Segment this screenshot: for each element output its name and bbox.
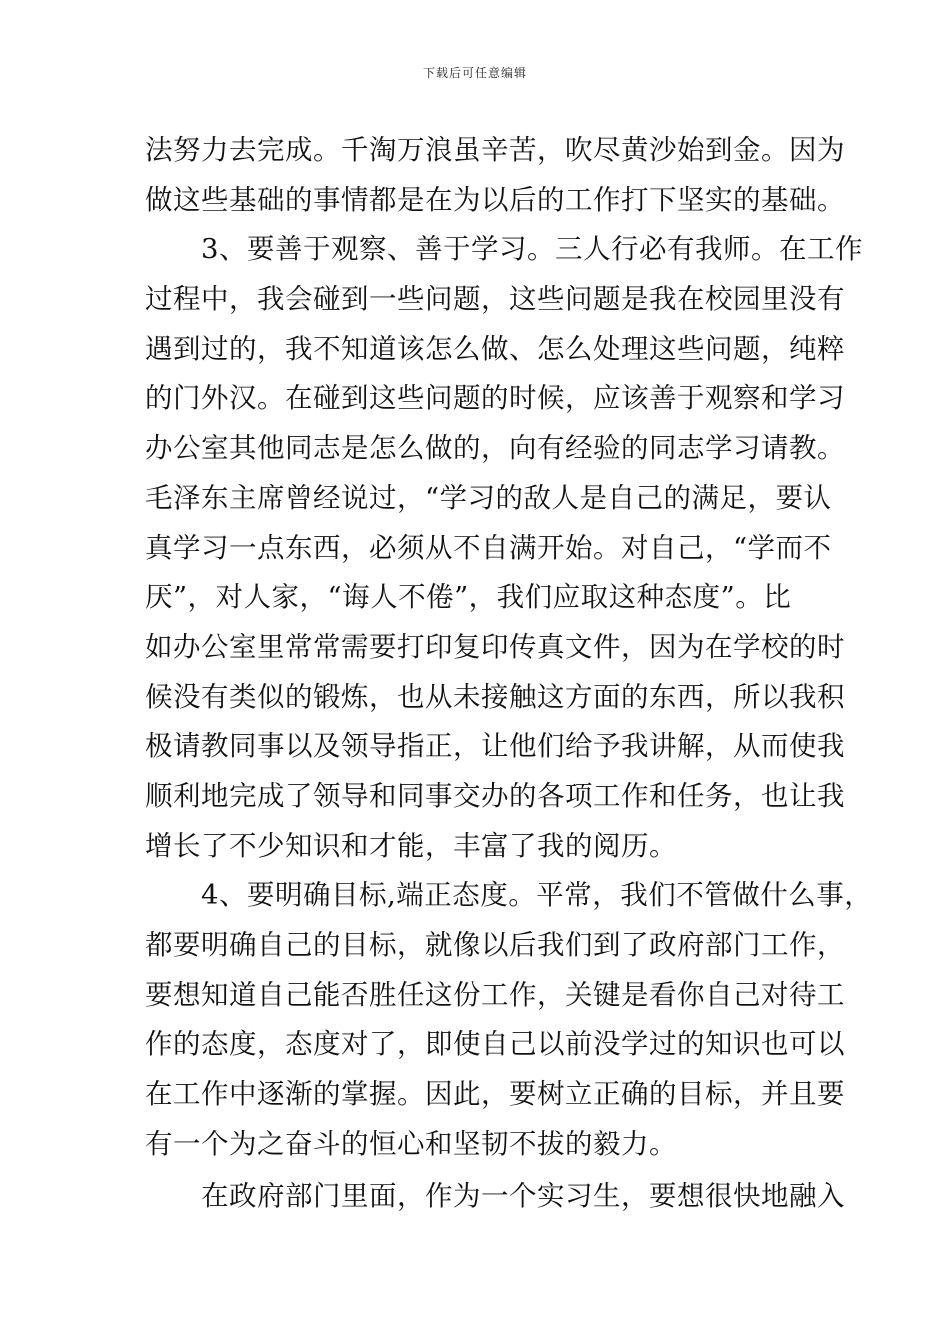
text-line: 极请教同事以及领导指正，让他们给予我讲解，从而使我 <box>145 730 845 763</box>
text-line: 在工作中逐渐的掌握。因此，要树立正确的目标，并且要 <box>145 1078 845 1111</box>
text-line: 3、要善于观察、善于学习。三人行必有我师。在工作 <box>145 233 863 266</box>
text-line: 厌”，对人家，“诲人不倦”，我们应取这种态度”。比 <box>145 581 792 614</box>
document-body <box>145 126 873 1222</box>
text-line: 的门外汉。在碰到这些问题的时候，应该善于观察和学习 <box>145 382 845 415</box>
text-line: 顺利地完成了领导和同事交办的各项工作和任务，也让我 <box>145 779 845 812</box>
text-line: 如办公室里常常需要打印复印传真文件，因为在学校的时 <box>145 630 845 663</box>
text-line: 都要明确自己的目标，就像以后我们到了政府部门工作， <box>145 929 845 961</box>
text-line: 办公室其他同志是怎么做的，向有经验的同志学习请教。 <box>145 432 845 465</box>
text-line: 在政府部门里面，作为一个实习生，要想很快地融入 <box>145 1180 845 1213</box>
text-line: 法努力去完成。千淘万浪虽辛苦，吹尽黄沙始到金。因为 <box>145 134 845 166</box>
text-line: 真学习一点东西，必须从不自满开始。对自己，“学而不 <box>145 531 832 564</box>
text-line: 增长了不少知识和才能，丰富了我的阅历。 <box>145 829 677 862</box>
text-line: 有一个为之奋斗的恒心和坚韧不拔的毅力。 <box>145 1127 677 1160</box>
text-line: 作的态度，态度对了，即使自己以前没学过的知识也可以 <box>145 1028 845 1061</box>
text-line: 要想知道自己能否胜任这份工作，关键是看你自己对待工 <box>145 978 845 1011</box>
text-line: 遇到过的，我不知道该怎么做、怎么处理这些问题，纯粹 <box>145 332 845 365</box>
page-header: 下载后可任意编辑 <box>422 66 527 80</box>
text-line: 4、要明确目标,端正态度。平常，我们不管做什么事， <box>145 879 873 912</box>
text-line: 毛泽东主席曾经说过，“学习的敌人是自己的满足，要认 <box>145 481 832 514</box>
text-line: 候没有类似的锻炼，也从未接触这方面的东西，所以我积 <box>145 680 845 713</box>
text-line: 做这些基础的事情都是在为以后的工作打下坚实的基础。 <box>145 183 845 216</box>
text-line: 过程中，我会碰到一些问题，这些问题是我在校园里没有 <box>145 283 845 316</box>
